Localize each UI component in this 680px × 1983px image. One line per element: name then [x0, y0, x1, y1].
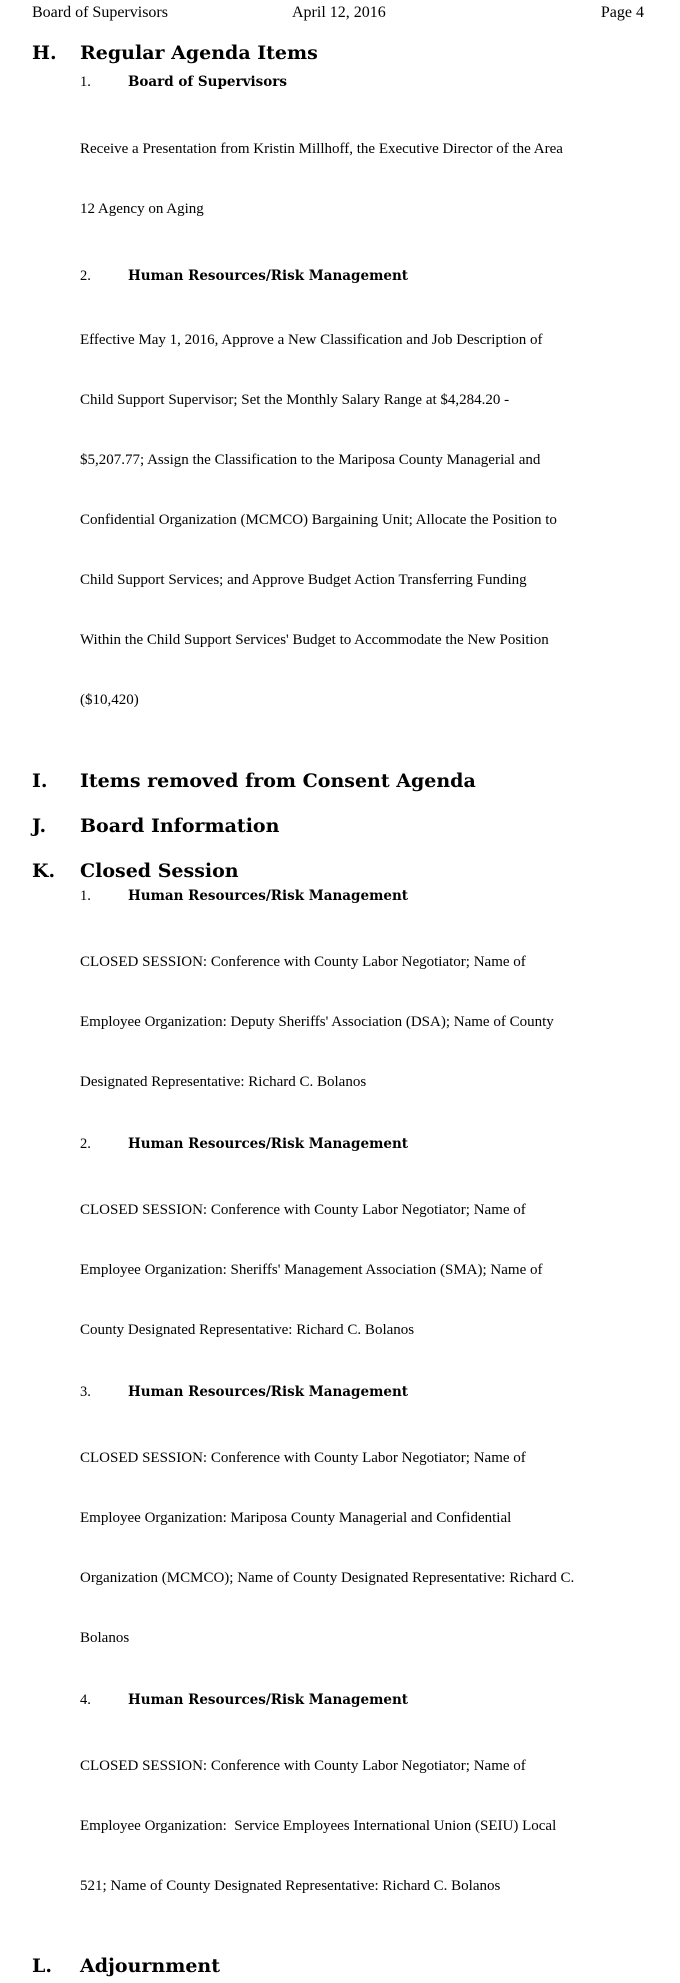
agenda-item-description: [80, 290, 652, 750]
item-text-line: ($10,420): [80, 692, 139, 708]
item-text-line: Within the Child Support Services' Budget to Accommodate the New Position: [80, 632, 549, 648]
item-text-line: $5,207.77; Assign the Classification to the Mariposa County Managerial and: [80, 452, 541, 468]
item-department: Human Resources/Risk Management: [128, 1384, 409, 1400]
agenda-item-heading: [80, 1136, 652, 1156]
item-text-line: Receive a Presentation from Kristin Millhoff, the Executive Director of the Area: [80, 141, 563, 157]
item-text-line: 12 Agency on Aging: [80, 201, 204, 217]
item-department: Human Resources/Risk Management: [128, 1692, 409, 1708]
section-heading-j: [32, 813, 652, 847]
agenda-item-heading: [80, 74, 652, 94]
agenda-item-description: [80, 1160, 652, 1380]
item-text-line: Employee Organization: Service Employees International Union (SEIU) Local: [80, 1818, 557, 1834]
agenda-item-heading: [80, 268, 652, 288]
item-text-line: CLOSED SESSION: Conference with County Labor Negotiator; Name of: [80, 1758, 526, 1774]
item-number: 1.: [80, 74, 91, 90]
section-title: Adjournment: [80, 1955, 220, 1977]
agenda-item-description: [80, 99, 652, 259]
item-text-line: Organization (MCMCO); Name of County Designated Representative: Richard C.: [80, 1570, 575, 1586]
header-page-number: Page 4: [600, 4, 644, 21]
section-title: Regular Agenda Items: [80, 42, 318, 64]
section-title: Board Information: [80, 815, 280, 837]
agenda-item-description: [80, 912, 652, 1132]
item-text-line: Child Support Services; and Approve Budget Action Transferring Funding: [80, 572, 527, 588]
header-date: April 12, 2016: [292, 4, 386, 21]
item-department: Board of Supervisors: [128, 74, 287, 90]
agenda-item-heading: [80, 1384, 652, 1404]
agenda-item-heading: [80, 888, 652, 908]
agenda-document: [32, 40, 652, 1983]
item-department: Human Resources/Risk Management: [128, 268, 409, 284]
item-text-line: Child Support Supervisor; Set the Monthly Salary Range at $4,284.20 -: [80, 392, 510, 408]
item-text-line: Confidential Organization (MCMCO) Bargaining Unit; Allocate the Position to: [80, 512, 557, 528]
item-text-line: Designated Representative: Richard C. Bolanos: [80, 1074, 367, 1090]
agenda-item-description: [80, 1408, 652, 1688]
item-number: 2.: [80, 1136, 91, 1152]
item-number: 3.: [80, 1384, 91, 1400]
item-department: Human Resources/Risk Management: [128, 1136, 409, 1152]
item-number: 2.: [80, 268, 91, 284]
section-letter: J.: [32, 815, 47, 837]
section-heading-k: [32, 858, 652, 888]
item-text-line: 521; Name of County Designated Representative: Richard C. Bolanos: [80, 1878, 501, 1894]
item-text-line: Effective May 1, 2016, Approve a New Classification and Job Description of: [80, 332, 543, 348]
page-header: [32, 4, 644, 26]
item-number: 1.: [80, 888, 91, 904]
section-heading-i: [32, 768, 652, 802]
section-heading-l: [32, 1953, 652, 1983]
section-letter: K.: [32, 860, 56, 882]
item-text-line: Employee Organization: Deputy Sheriffs' Association (DSA); Name of County: [80, 1014, 554, 1030]
item-department: Human Resources/Risk Management: [128, 888, 409, 904]
agenda-item-heading: [80, 1692, 652, 1712]
item-text-line: CLOSED SESSION: Conference with County Labor Negotiator; Name of: [80, 954, 526, 970]
item-text-line: County Designated Representative: Richard C. Bolanos: [80, 1322, 415, 1338]
item-text-line: CLOSED SESSION: Conference with County Labor Negotiator; Name of: [80, 1450, 526, 1466]
header-board-name: Board of Supervisors: [32, 4, 168, 21]
item-number: 4.: [80, 1692, 91, 1708]
item-text-line: Employee Organization: Sheriffs' Management Association (SMA); Name of: [80, 1262, 543, 1278]
section-letter: H.: [32, 42, 57, 64]
section-title: Closed Session: [80, 860, 239, 882]
section-title: Items removed from Consent Agenda: [80, 770, 476, 792]
section-letter: I.: [32, 770, 48, 792]
agenda-item-description: [80, 1716, 652, 1936]
section-heading-h: [32, 40, 652, 74]
item-text-line: Bolanos: [80, 1630, 130, 1646]
item-text-line: Employee Organization: Mariposa County Managerial and Confidential: [80, 1510, 512, 1526]
section-letter: L.: [32, 1955, 52, 1977]
item-text-line: CLOSED SESSION: Conference with County Labor Negotiator; Name of: [80, 1202, 526, 1218]
